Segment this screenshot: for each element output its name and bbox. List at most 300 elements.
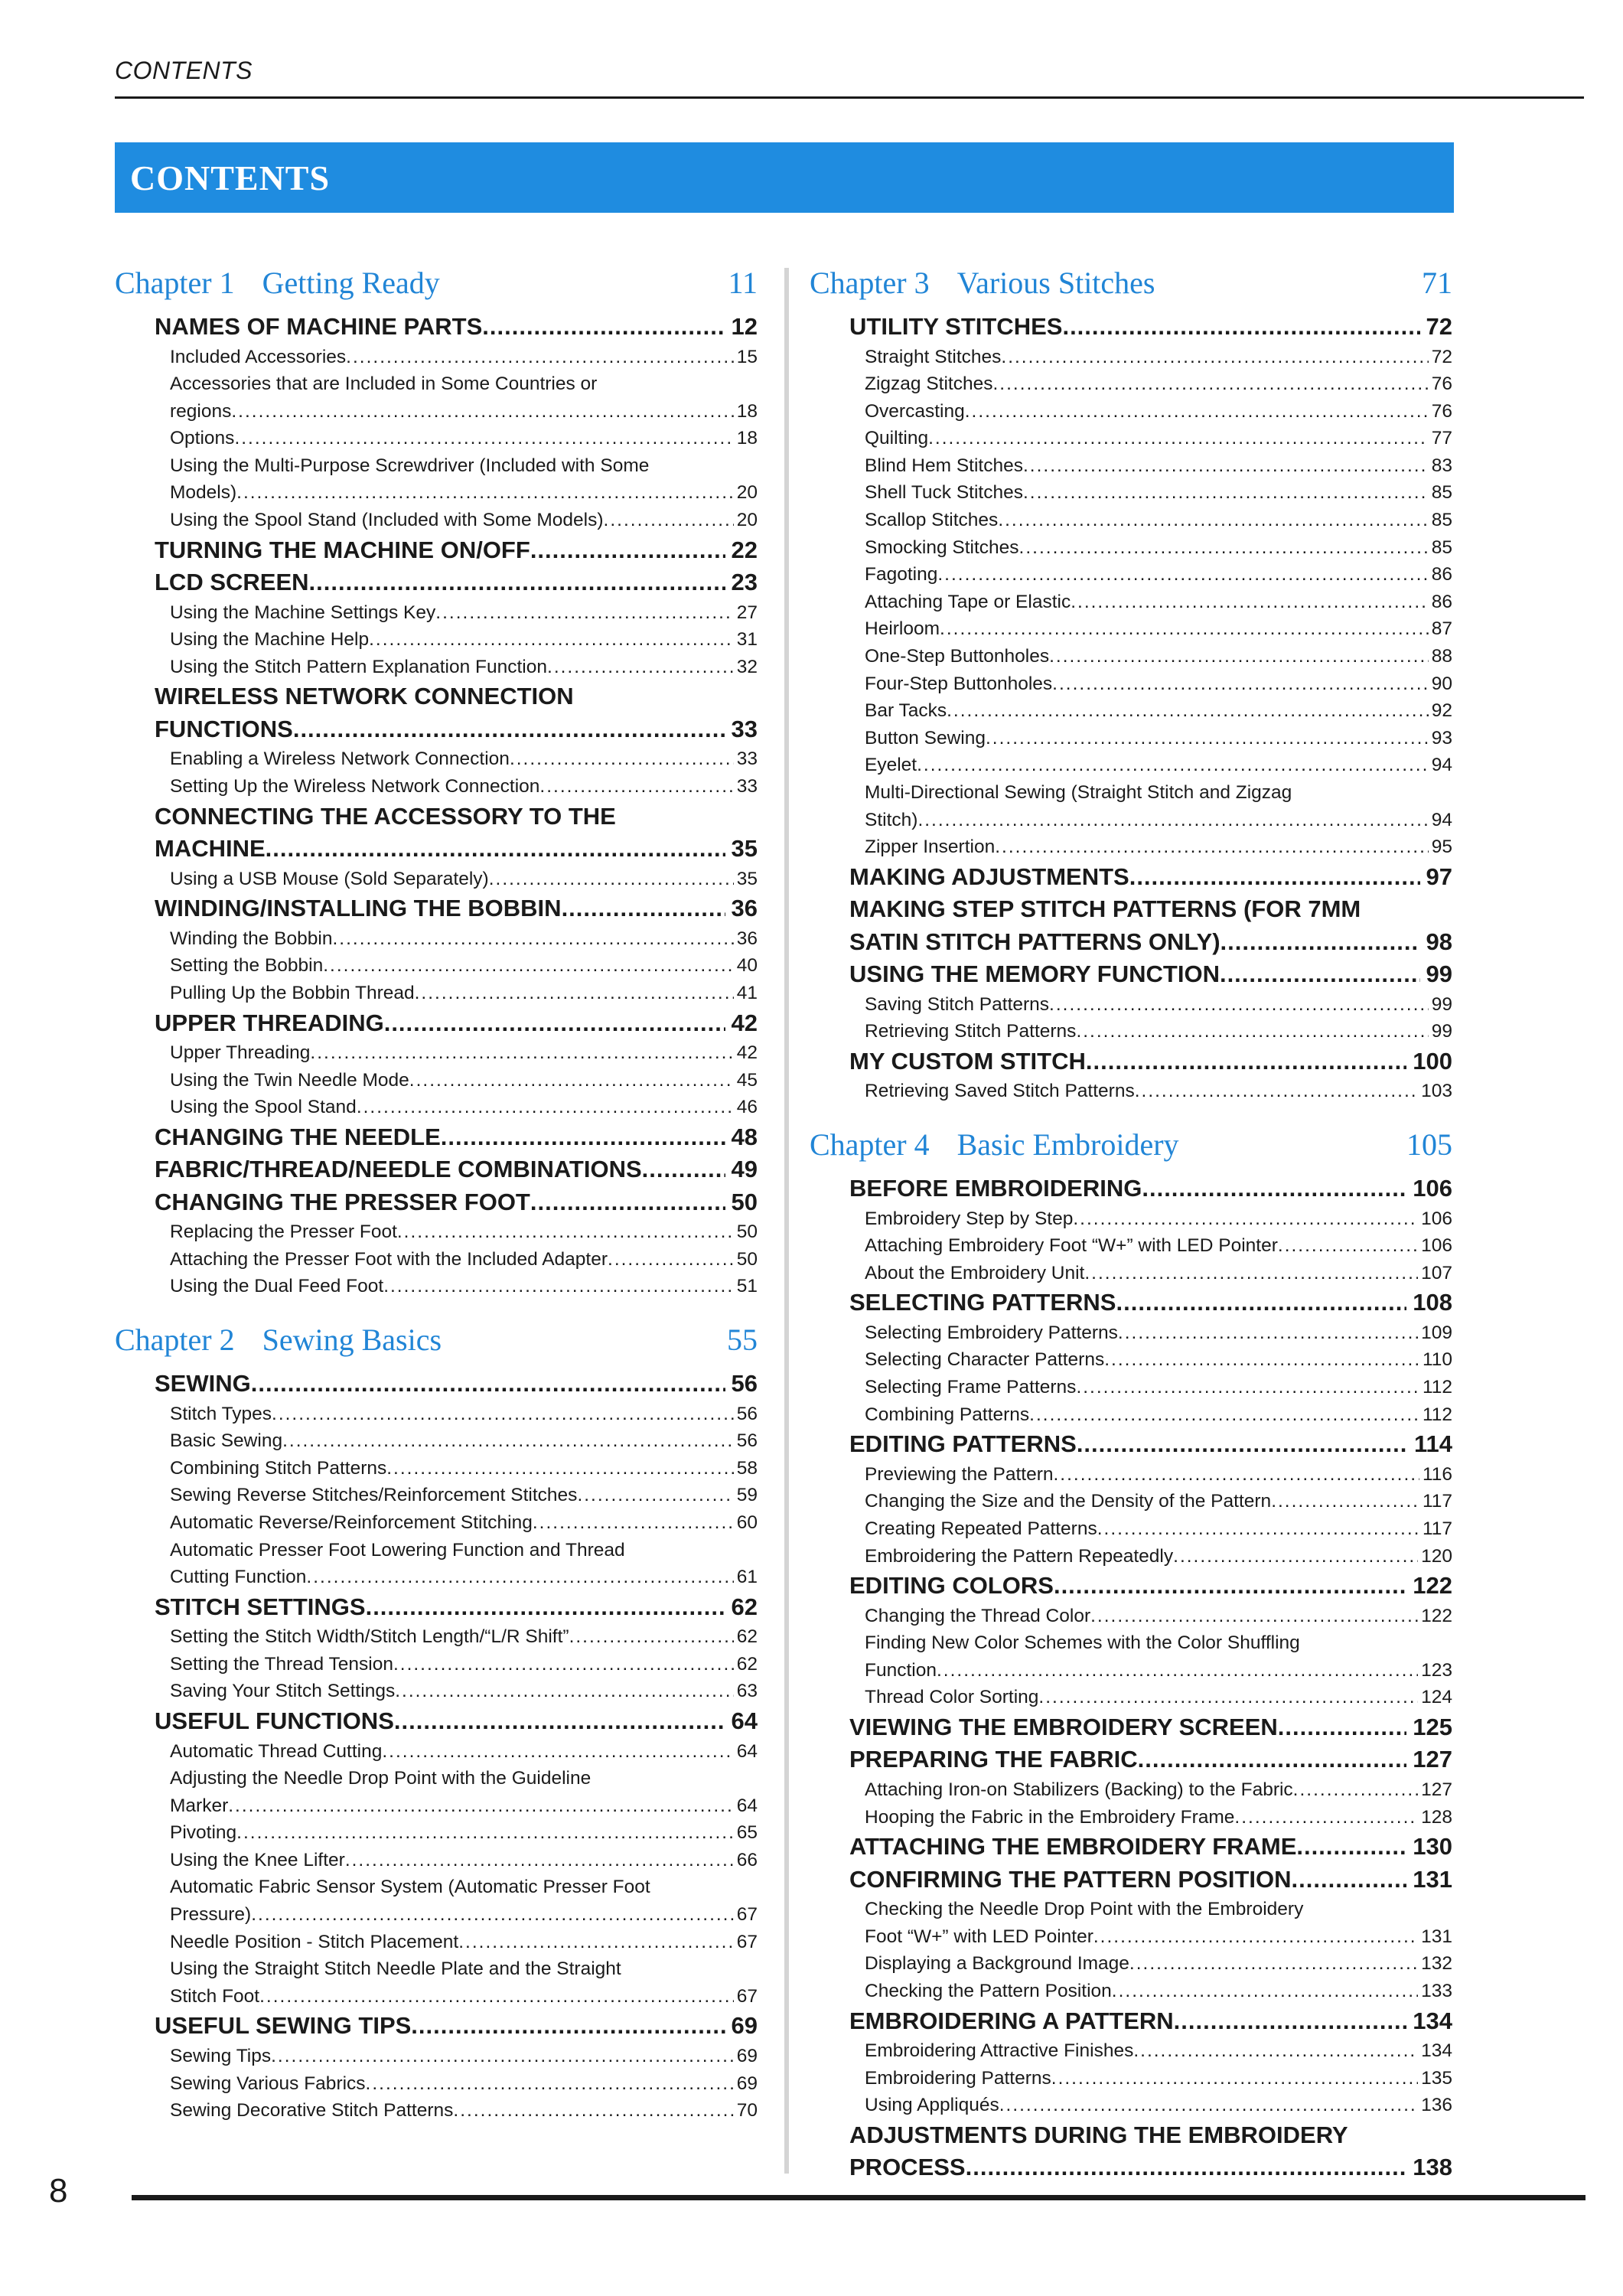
toc-subsection-entry[interactable] bbox=[810, 1488, 1452, 1515]
toc-subsection-entry[interactable] bbox=[810, 697, 1452, 725]
toc-subsection-entry[interactable] bbox=[115, 1218, 758, 1246]
entry-row bbox=[115, 566, 758, 599]
toc-subsection-entry[interactable] bbox=[115, 344, 758, 371]
toc-subsection-entry[interactable] bbox=[115, 1509, 758, 1537]
toc-section-entry[interactable] bbox=[810, 311, 1452, 344]
toc-section-entry[interactable] bbox=[810, 1045, 1452, 1078]
toc-subsection-entry[interactable] bbox=[115, 866, 758, 893]
entry-page: 125 bbox=[1413, 1713, 1452, 1740]
dot-leader bbox=[530, 534, 725, 567]
chapter-heading[interactable] bbox=[810, 1120, 1452, 1169]
entry-page: 20 bbox=[736, 510, 758, 531]
dot-leader bbox=[386, 1455, 733, 1482]
entry-page: 63 bbox=[736, 1681, 758, 1702]
entry-page: 72 bbox=[1431, 346, 1452, 367]
entry-title: Pulling Up the Bobbin Thread bbox=[170, 982, 415, 1003]
dot-leader bbox=[236, 479, 734, 507]
dot-leader bbox=[547, 654, 734, 681]
toc-subsection-entry[interactable] bbox=[810, 1232, 1452, 1260]
toc-subsection-entry[interactable] bbox=[810, 1260, 1452, 1287]
dot-leader bbox=[1104, 1346, 1419, 1374]
toc-section-entry[interactable] bbox=[810, 1864, 1452, 1896]
dot-leader bbox=[228, 1792, 734, 1820]
entry-page: 112 bbox=[1422, 1404, 1452, 1425]
toc-subsection-entry[interactable] bbox=[115, 2070, 758, 2098]
entry-row bbox=[810, 2005, 1452, 2038]
entry-row bbox=[810, 1287, 1452, 1319]
entry-page: 67 bbox=[736, 1985, 758, 2007]
entry-title: PREPARING THE FABRIC bbox=[849, 1746, 1138, 1773]
dot-leader bbox=[231, 398, 733, 426]
toc-section-entry[interactable] bbox=[810, 1743, 1452, 1776]
entry-title: Using the Twin Needle Mode bbox=[170, 1069, 409, 1091]
entry-row bbox=[810, 725, 1452, 752]
dot-leader bbox=[1073, 1205, 1418, 1233]
toc-subsection-entry[interactable] bbox=[115, 1039, 758, 1067]
toc-subsection-entry[interactable] bbox=[810, 670, 1452, 698]
dot-leader bbox=[489, 866, 734, 893]
dot-leader bbox=[415, 980, 734, 1007]
entry-page: 41 bbox=[736, 982, 758, 1003]
entry-row bbox=[115, 892, 758, 925]
dot-leader bbox=[1054, 1570, 1406, 1603]
toc-subsection-entry[interactable] bbox=[810, 370, 1452, 398]
toc-section-entry[interactable] bbox=[810, 2005, 1452, 2038]
toc-subsection-entry[interactable] bbox=[115, 425, 758, 452]
entry-row bbox=[810, 1428, 1452, 1461]
dot-leader bbox=[1234, 1804, 1418, 1831]
entry-row bbox=[115, 713, 758, 746]
dot-leader bbox=[577, 1482, 733, 1509]
toc-subsection-entry[interactable] bbox=[115, 1819, 758, 1847]
entry-row bbox=[810, 1570, 1452, 1603]
entry-row bbox=[115, 654, 758, 681]
toc-subsection-entry[interactable] bbox=[810, 1461, 1452, 1489]
toc-subsection-entry[interactable] bbox=[810, 398, 1452, 426]
toc-section-entry[interactable] bbox=[115, 1186, 758, 1219]
entry-row bbox=[810, 452, 1452, 480]
dot-leader bbox=[1051, 2065, 1418, 2092]
entry-title: Combining Patterns bbox=[865, 1404, 1030, 1425]
toc-subsection-entry[interactable] bbox=[810, 2037, 1452, 2065]
entry-page: 31 bbox=[736, 629, 758, 651]
toc-subsection-entry[interactable] bbox=[810, 615, 1452, 643]
toc-subsection-entry[interactable] bbox=[810, 1603, 1452, 1630]
toc-section-entry[interactable] bbox=[115, 680, 758, 745]
dot-leader bbox=[441, 1121, 725, 1154]
toc-subsection-entry[interactable] bbox=[810, 452, 1452, 480]
entry-page: 76 bbox=[1431, 400, 1452, 422]
entry-page: 76 bbox=[1431, 373, 1452, 395]
entry-title: One-Step Buttonholes bbox=[865, 646, 1050, 667]
entry-row bbox=[115, 1455, 758, 1482]
entry-title: Sewing Reverse Stitches/Reinforcement Stitches bbox=[170, 1485, 578, 1506]
entry-title: Creating Repeated Patterns bbox=[865, 1518, 1097, 1539]
toc-subsection-entry[interactable] bbox=[810, 1804, 1452, 1831]
toc-subsection-entry[interactable] bbox=[115, 1455, 758, 1482]
toc-section-entry[interactable] bbox=[810, 958, 1452, 991]
chapter-heading[interactable] bbox=[115, 259, 758, 308]
toc-section-entry[interactable] bbox=[810, 1287, 1452, 1319]
toc-subsection-entry[interactable] bbox=[115, 925, 758, 953]
chapter-number: Chapter 1 bbox=[115, 266, 235, 300]
toc-subsection-entry[interactable] bbox=[115, 1623, 758, 1651]
entry-row bbox=[810, 1260, 1452, 1287]
entry-row bbox=[810, 1864, 1452, 1896]
entry-page: 77 bbox=[1431, 428, 1452, 449]
toc-subsection-entry[interactable] bbox=[115, 1094, 758, 1121]
toc-subsection-entry[interactable] bbox=[810, 779, 1452, 833]
entry-row bbox=[810, 1018, 1452, 1045]
entry-title-line: ADJUSTMENTS DURING THE EMBROIDERY bbox=[849, 2121, 1348, 2148]
toc-subsection-entry[interactable] bbox=[810, 833, 1452, 861]
toc-subsection-entry[interactable] bbox=[810, 725, 1452, 752]
entry-page: 67 bbox=[736, 1904, 758, 1926]
entry-page: 23 bbox=[731, 569, 758, 596]
toc-subsection-entry[interactable] bbox=[810, 1205, 1452, 1233]
entry-title: PROCESS bbox=[849, 2154, 966, 2181]
toc-section-entry[interactable] bbox=[810, 1428, 1452, 1461]
toc-subsection-entry[interactable] bbox=[810, 1978, 1452, 2005]
entry-title: Quilting bbox=[865, 428, 929, 449]
dot-leader bbox=[562, 892, 725, 925]
entry-row bbox=[810, 926, 1452, 959]
toc-subsection-entry[interactable] bbox=[810, 344, 1452, 371]
toc-subsection-entry[interactable] bbox=[115, 1401, 758, 1428]
dot-leader bbox=[1052, 670, 1429, 698]
dot-leader bbox=[1054, 1461, 1419, 1489]
dot-leader bbox=[366, 1591, 725, 1624]
entry-title-line: Using the Multi-Purpose Screwdriver (Included with Some bbox=[170, 455, 650, 476]
entry-page: 56 bbox=[736, 1403, 758, 1424]
entry-row bbox=[810, 561, 1452, 589]
entry-page: 85 bbox=[1431, 482, 1452, 504]
dot-leader bbox=[453, 2097, 733, 2125]
toc-section-entry[interactable] bbox=[810, 893, 1452, 958]
entry-title: Marker bbox=[170, 1795, 229, 1816]
chapter-number: Chapter 3 bbox=[810, 266, 930, 300]
entry-row bbox=[115, 952, 758, 980]
toc-subsection-entry[interactable] bbox=[115, 1678, 758, 1705]
dot-leader bbox=[940, 615, 1429, 643]
toc-subsection-entry[interactable] bbox=[810, 425, 1452, 452]
entry-title: MACHINE bbox=[155, 835, 266, 863]
toc-subsection-entry[interactable] bbox=[810, 643, 1452, 670]
toc-section-entry[interactable] bbox=[810, 1711, 1452, 1744]
entry-row bbox=[115, 1094, 758, 1121]
entry-page: 127 bbox=[1421, 1779, 1452, 1800]
entry-title: Retrieving Stitch Patterns bbox=[865, 1021, 1077, 1042]
entry-page: 70 bbox=[736, 2100, 758, 2122]
toc-subsection-entry[interactable] bbox=[810, 1543, 1452, 1570]
toc-subsection-entry[interactable] bbox=[810, 534, 1452, 562]
toc-subsection-entry[interactable] bbox=[115, 1427, 758, 1455]
entry-page: 46 bbox=[736, 1097, 758, 1118]
entry-page: 117 bbox=[1422, 1518, 1452, 1539]
entry-title: CHANGING THE PRESSER FOOT bbox=[155, 1188, 530, 1215]
entry-title: About the Embroidery Unit bbox=[865, 1262, 1085, 1283]
entry-title: Using the Machine Help bbox=[170, 629, 370, 651]
toc-subsection-entry[interactable] bbox=[810, 1374, 1452, 1401]
entry-title: NAMES OF MACHINE PARTS bbox=[155, 313, 483, 340]
chapter-heading[interactable] bbox=[810, 259, 1452, 308]
toc-subsection-entry[interactable] bbox=[810, 1776, 1452, 1804]
dot-leader bbox=[533, 1509, 734, 1537]
entry-title: Selecting Frame Patterns bbox=[865, 1377, 1077, 1398]
entry-title: Setting the Stitch Width/Stitch Length/“L/R Shift” bbox=[170, 1626, 569, 1648]
toc-subsection-entry[interactable] bbox=[115, 1738, 758, 1766]
entry-page: 58 bbox=[736, 1457, 758, 1479]
toc-section-entry[interactable] bbox=[115, 1153, 758, 1186]
entry-page: 93 bbox=[1431, 727, 1452, 748]
entry-page: 62 bbox=[736, 1653, 758, 1675]
dot-leader bbox=[251, 1901, 734, 1929]
toc-subsection-entry[interactable] bbox=[810, 2092, 1452, 2119]
entry-title-line: Using the Straight Stitch Needle Plate and the Straight bbox=[170, 1958, 621, 1980]
entry-row bbox=[115, 980, 758, 1007]
entry-row bbox=[810, 1776, 1452, 1804]
entry-page: 108 bbox=[1413, 1289, 1452, 1316]
toc-subsection-entry[interactable] bbox=[115, 452, 758, 507]
entry-row bbox=[810, 534, 1452, 562]
dot-leader bbox=[369, 626, 734, 654]
toc-subsection-entry[interactable] bbox=[810, 561, 1452, 589]
entry-page: 69 bbox=[736, 2045, 758, 2066]
dot-leader bbox=[282, 1427, 734, 1455]
entry-title: MY CUSTOM STITCH bbox=[849, 1047, 1086, 1075]
toc-subsection-entry[interactable] bbox=[115, 1246, 758, 1274]
dot-leader bbox=[1049, 643, 1429, 670]
toc-subsection-entry[interactable] bbox=[115, 599, 758, 627]
toc-subsection-entry[interactable] bbox=[810, 991, 1452, 1019]
toc-subsection-entry[interactable] bbox=[115, 1955, 758, 2010]
chapter-page: 105 bbox=[1406, 1127, 1452, 1163]
toc-subsection-entry[interactable] bbox=[810, 1078, 1452, 1105]
toc-section-entry[interactable] bbox=[810, 861, 1452, 894]
entry-title: Changing the Thread Color bbox=[865, 1605, 1091, 1626]
entry-row bbox=[810, 861, 1452, 894]
toc-section-entry[interactable] bbox=[115, 1007, 758, 1040]
entry-page: 135 bbox=[1421, 2067, 1452, 2089]
banner-title: CONTENTS bbox=[130, 158, 331, 197]
entry-page: 88 bbox=[1431, 646, 1452, 667]
toc-subsection-entry[interactable] bbox=[115, 1651, 758, 1678]
toc-subsection-entry[interactable] bbox=[115, 980, 758, 1007]
dot-leader bbox=[539, 773, 733, 801]
entry-title: FUNCTIONS bbox=[155, 715, 293, 742]
dot-leader bbox=[310, 1039, 733, 1067]
toc-subsection-entry[interactable] bbox=[810, 1319, 1452, 1347]
entry-title-line: Accessories that are Included in Some Countries or bbox=[170, 373, 598, 395]
chapter-number: Chapter 2 bbox=[115, 1322, 235, 1358]
entry-row bbox=[810, 1684, 1452, 1711]
entry-page: 22 bbox=[731, 536, 758, 563]
dot-leader bbox=[393, 1651, 734, 1678]
dot-leader bbox=[1019, 534, 1429, 562]
entry-title: Included Accessories bbox=[170, 346, 347, 367]
entry-page: 15 bbox=[736, 346, 758, 367]
toc-subsection-entry[interactable] bbox=[810, 589, 1452, 616]
toc-subsection-entry[interactable] bbox=[810, 752, 1452, 779]
entry-page: 133 bbox=[1421, 1980, 1452, 2001]
toc-subsection-entry[interactable] bbox=[115, 1765, 758, 1819]
dot-leader bbox=[1001, 344, 1428, 371]
toc-subsection-entry[interactable] bbox=[810, 479, 1452, 507]
toc-subsection-entry[interactable] bbox=[115, 1874, 758, 1928]
entry-title-line: WIRELESS NETWORK CONNECTION bbox=[155, 683, 574, 710]
toc-subsection-entry[interactable] bbox=[115, 1067, 758, 1094]
dot-leader bbox=[1097, 1515, 1419, 1543]
dot-leader bbox=[966, 2151, 1407, 2184]
toc-subsection-entry[interactable] bbox=[115, 2043, 758, 2070]
entry-title: Models) bbox=[170, 482, 237, 504]
entry-title: Embroidering the Pattern Repeatedly bbox=[865, 1545, 1174, 1567]
entry-row bbox=[115, 833, 758, 866]
entry-row bbox=[810, 1172, 1452, 1205]
toc-subsection-entry[interactable] bbox=[810, 1950, 1452, 1978]
toc-section-entry[interactable] bbox=[115, 1368, 758, 1401]
toc-subsection-entry[interactable] bbox=[115, 2097, 758, 2125]
dot-leader bbox=[999, 2092, 1418, 2119]
entry-page: 27 bbox=[736, 602, 758, 623]
entry-row bbox=[115, 1067, 758, 1094]
entry-row bbox=[810, 1603, 1452, 1630]
entry-title: Button Sewing bbox=[865, 727, 986, 748]
dot-leader bbox=[569, 1623, 734, 1651]
toc-subsection-entry[interactable] bbox=[810, 1401, 1452, 1429]
toc-subsection-entry[interactable] bbox=[810, 2065, 1452, 2092]
running-head: CONTENTS bbox=[115, 57, 253, 84]
toc-subsection-entry[interactable] bbox=[810, 1629, 1452, 1684]
toc-section-entry[interactable] bbox=[115, 1121, 758, 1154]
chapter-heading[interactable] bbox=[115, 1316, 758, 1365]
entry-row bbox=[810, 2151, 1452, 2184]
entry-page: 12 bbox=[731, 313, 758, 340]
toc-subsection-entry[interactable] bbox=[810, 1346, 1452, 1374]
entry-page: 99 bbox=[1431, 993, 1452, 1015]
toc-subsection-entry[interactable] bbox=[115, 1273, 758, 1300]
toc-section-entry[interactable] bbox=[115, 1591, 758, 1624]
entry-page: 124 bbox=[1421, 1687, 1452, 1708]
toc-section-entry[interactable] bbox=[115, 1705, 758, 1738]
toc-section-entry[interactable] bbox=[115, 801, 758, 866]
toc-subsection-entry[interactable] bbox=[810, 1515, 1452, 1543]
entry-row bbox=[810, 344, 1452, 371]
toc-section-entry[interactable] bbox=[115, 534, 758, 567]
toc-section-entry[interactable] bbox=[810, 1570, 1452, 1603]
dot-leader bbox=[1135, 1078, 1418, 1105]
toc-subsection-entry[interactable] bbox=[810, 507, 1452, 534]
toc-subsection-entry[interactable] bbox=[115, 745, 758, 773]
entry-title: Zigzag Stitches bbox=[865, 373, 993, 395]
toc-subsection-entry[interactable] bbox=[115, 1847, 758, 1874]
entry-title: Attaching Tape or Elastic bbox=[865, 591, 1071, 612]
toc-subsection-entry[interactable] bbox=[115, 654, 758, 681]
entry-page: 98 bbox=[1426, 928, 1452, 955]
entry-page: 134 bbox=[1421, 2040, 1452, 2062]
entry-title: Using the Spool Stand bbox=[170, 1097, 357, 1118]
entry-title: regions bbox=[170, 400, 232, 422]
entry-row bbox=[115, 1901, 758, 1929]
dot-leader bbox=[309, 566, 725, 599]
toc-subsection-entry[interactable] bbox=[115, 1537, 758, 1591]
entry-title: Setting Up the Wireless Network Connection bbox=[170, 776, 540, 797]
toc-subsection-entry[interactable] bbox=[810, 1896, 1452, 1950]
toc-subsection-entry[interactable] bbox=[115, 1929, 758, 1956]
chapter-title: Sewing Basics bbox=[262, 1322, 442, 1358]
entry-row bbox=[115, 1482, 758, 1509]
dot-leader bbox=[482, 311, 725, 344]
entry-title: Automatic Reverse/Reinforcement Stitching bbox=[170, 1512, 533, 1533]
entry-title: Shell Tuck Stitches bbox=[865, 482, 1023, 504]
entry-title: Eyelet bbox=[865, 755, 917, 776]
entry-page: 110 bbox=[1422, 1349, 1452, 1371]
toc-section-entry[interactable] bbox=[810, 1172, 1452, 1205]
entry-title: FABRIC/THREAD/NEEDLE COMBINATIONS bbox=[155, 1156, 642, 1183]
entry-page: 136 bbox=[1421, 2095, 1452, 2116]
entry-row bbox=[115, 1509, 758, 1537]
toc-subsection-entry[interactable] bbox=[115, 626, 758, 654]
entry-row bbox=[810, 2037, 1452, 2065]
dot-leader bbox=[1029, 1401, 1419, 1429]
toc-section-entry[interactable] bbox=[115, 566, 758, 599]
entry-page: 85 bbox=[1431, 536, 1452, 558]
toc-section-entry[interactable] bbox=[810, 1831, 1452, 1864]
entry-page: 20 bbox=[736, 482, 758, 504]
entry-title: USING THE MEMORY FUNCTION bbox=[849, 960, 1220, 988]
dot-leader bbox=[397, 1218, 734, 1246]
entry-row bbox=[115, 1847, 758, 1874]
entry-page: 92 bbox=[1431, 700, 1452, 722]
dot-leader bbox=[937, 1657, 1418, 1684]
toc-subsection-entry[interactable] bbox=[115, 952, 758, 980]
entry-page: 94 bbox=[1431, 809, 1452, 830]
dot-leader bbox=[1116, 1287, 1406, 1319]
entry-title: Using a USB Mouse (Sold Separately) bbox=[170, 868, 489, 889]
chapter-title-group bbox=[115, 1316, 442, 1365]
entry-row bbox=[115, 1368, 758, 1401]
dot-leader bbox=[1174, 2005, 1407, 2038]
toc-section-entry[interactable] bbox=[115, 2010, 758, 2043]
entry-row bbox=[115, 1564, 758, 1591]
entry-row bbox=[115, 2010, 758, 2043]
toc-subsection-entry[interactable] bbox=[810, 1684, 1452, 1711]
entry-title: Embroidery Step by Step bbox=[865, 1208, 1074, 1229]
entry-row bbox=[115, 599, 758, 627]
toc-section-entry[interactable] bbox=[115, 311, 758, 344]
entry-title: Blind Hem Stitches bbox=[865, 455, 1023, 476]
entry-row bbox=[115, 866, 758, 893]
toc-subsection-entry[interactable] bbox=[115, 1482, 758, 1509]
toc-subsection-entry[interactable] bbox=[115, 773, 758, 801]
entry-row bbox=[810, 752, 1452, 779]
entry-title: EDITING COLORS bbox=[849, 1572, 1054, 1600]
dot-leader bbox=[1076, 1018, 1428, 1045]
entry-page: 35 bbox=[736, 868, 758, 889]
dot-leader bbox=[993, 370, 1429, 398]
dot-leader bbox=[395, 1678, 734, 1705]
entry-title: Using the Knee Lifter bbox=[170, 1849, 345, 1870]
toc-subsection-entry[interactable] bbox=[115, 507, 758, 534]
toc-section-entry[interactable] bbox=[810, 2119, 1452, 2184]
toc-section-entry[interactable] bbox=[115, 892, 758, 925]
entry-row bbox=[810, 670, 1452, 698]
dot-leader bbox=[1142, 1172, 1406, 1205]
toc-subsection-entry[interactable] bbox=[115, 370, 758, 425]
entry-row bbox=[810, 1978, 1452, 2005]
toc-subsection-entry[interactable] bbox=[810, 1018, 1452, 1045]
dot-leader bbox=[323, 952, 733, 980]
